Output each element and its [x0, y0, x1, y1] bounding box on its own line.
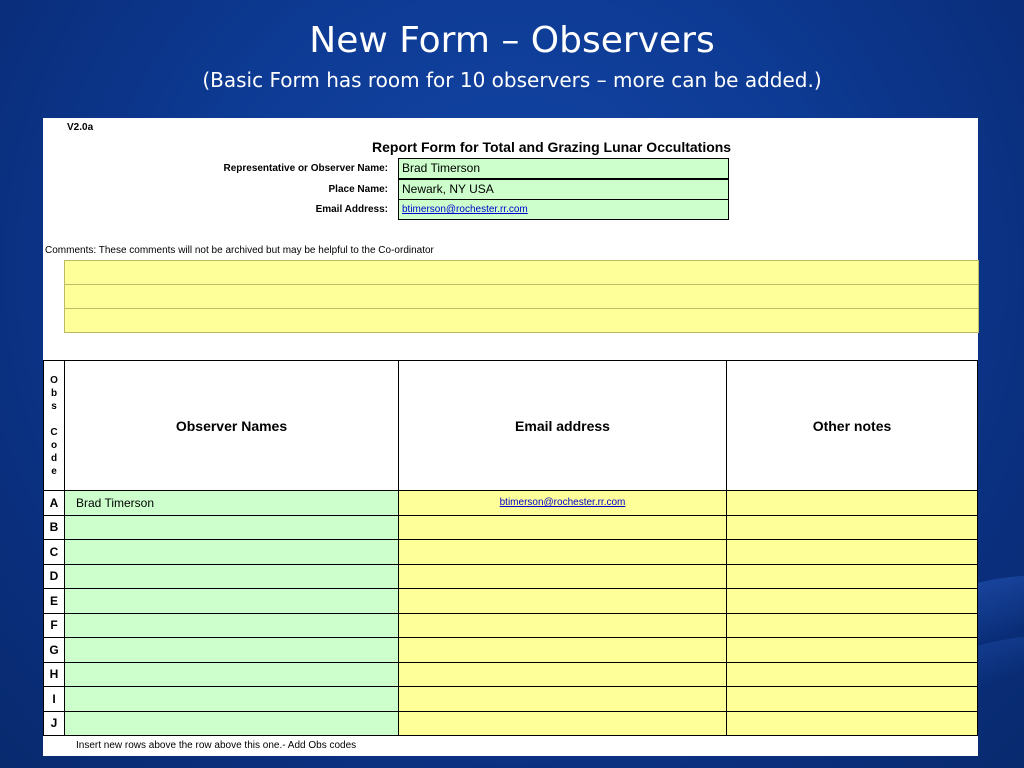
observer-notes-cell[interactable]: [727, 613, 978, 638]
observer-email-cell[interactable]: [399, 564, 727, 589]
spreadsheet-form: [43, 118, 978, 756]
email-address-label: Email Address:: [315, 204, 388, 215]
observer-notes-cell[interactable]: [727, 662, 978, 687]
footer-note: Insert new rows above the row above this one.- Add Obs codes: [76, 740, 357, 751]
observer-email-cell[interactable]: [399, 687, 727, 712]
obs-code-header-char: O: [50, 374, 58, 386]
observer-email-cell[interactable]: [399, 515, 727, 540]
observer-name-cell[interactable]: [65, 515, 399, 540]
table-row: [44, 687, 978, 712]
email-address-field[interactable]: btimerson@rochester.rr.com: [398, 199, 729, 220]
observer-email-cell[interactable]: [399, 589, 727, 614]
form-title: Report Form for Total and Grazing Lunar Occultations: [372, 139, 732, 155]
obs-code-header-char: e: [51, 465, 57, 477]
obs-code-cell: J: [44, 711, 65, 736]
observer-notes-cell[interactable]: [727, 540, 978, 565]
obs-code-cell: B: [44, 515, 65, 540]
observer-rows: [44, 491, 978, 736]
observers-table: [43, 360, 978, 736]
observer-email-cell[interactable]: [399, 662, 727, 687]
comment-line-2[interactable]: [64, 284, 979, 309]
table-row: [44, 491, 978, 516]
table-row: [44, 613, 978, 638]
observer-email-cell[interactable]: [399, 540, 727, 565]
email-address-header: Email address: [399, 361, 727, 491]
table-row: [44, 711, 978, 736]
obs-code-header-char: d: [50, 452, 58, 464]
table-row: [44, 540, 978, 565]
obs-code-cell: F: [44, 613, 65, 638]
table-row: [44, 515, 978, 540]
obs-code-header-char: [44, 413, 64, 426]
table-row: [44, 564, 978, 589]
observer-email-cell[interactable]: btimerson@rochester.rr.com: [399, 491, 727, 516]
place-name-label: Place Name:: [328, 184, 388, 195]
obs-code-header-char: s: [51, 400, 57, 412]
table-row: [44, 589, 978, 614]
obs-code-cell: I: [44, 687, 65, 712]
observer-email-cell[interactable]: [399, 638, 727, 663]
form-version: V2.0a: [67, 122, 94, 133]
obs-code-cell: E: [44, 589, 65, 614]
rep-name-field[interactable]: Brad Timerson: [398, 158, 729, 179]
obs-code-cell: D: [44, 564, 65, 589]
table-row: [44, 662, 978, 687]
observer-name-cell[interactable]: [65, 687, 399, 712]
obs-code-header: [44, 361, 65, 491]
observer-name-cell[interactable]: [65, 540, 399, 565]
obs-code-cell: A: [44, 491, 65, 516]
obs-code-header-char: C: [50, 426, 58, 438]
slide-title: New Form – Observers: [309, 20, 715, 61]
slide-subtitle: (Basic Form has room for 10 observers – more can be added.): [202, 68, 822, 92]
observer-names-header: Observer Names: [65, 361, 399, 491]
obs-code-header-char: b: [50, 387, 58, 399]
observer-name-cell[interactable]: [65, 589, 399, 614]
rep-name-label: Representative or Observer Name:: [223, 163, 388, 174]
table-row: [44, 638, 978, 663]
observer-name-cell[interactable]: [65, 564, 399, 589]
place-name-field[interactable]: Newark, NY USA: [398, 179, 729, 200]
obs-code-cell: G: [44, 638, 65, 663]
comment-line-3[interactable]: [64, 308, 979, 333]
observer-name-cell[interactable]: [65, 662, 399, 687]
observer-name-cell[interactable]: [65, 711, 399, 736]
observer-name-cell[interactable]: Brad Timerson: [65, 491, 399, 516]
obs-code-header-char: o: [50, 439, 58, 451]
observer-notes-cell[interactable]: [727, 687, 978, 712]
comments-label: Comments: These comments will not be archived but may be helpful to the Co-ordinator: [45, 245, 434, 256]
observer-name-cell[interactable]: [65, 613, 399, 638]
obs-code-cell: H: [44, 662, 65, 687]
obs-code-cell: C: [44, 540, 65, 565]
observer-notes-cell[interactable]: [727, 638, 978, 663]
comment-line-1[interactable]: [64, 260, 979, 285]
observer-email-cell[interactable]: [399, 613, 727, 638]
observer-notes-cell[interactable]: [727, 589, 978, 614]
observer-notes-cell[interactable]: [727, 564, 978, 589]
observer-notes-cell[interactable]: [727, 491, 978, 516]
observer-name-cell[interactable]: [65, 638, 399, 663]
observer-notes-cell[interactable]: [727, 515, 978, 540]
observer-notes-cell[interactable]: [727, 711, 978, 736]
other-notes-header: Other notes: [727, 361, 978, 491]
observer-email-cell[interactable]: [399, 711, 727, 736]
